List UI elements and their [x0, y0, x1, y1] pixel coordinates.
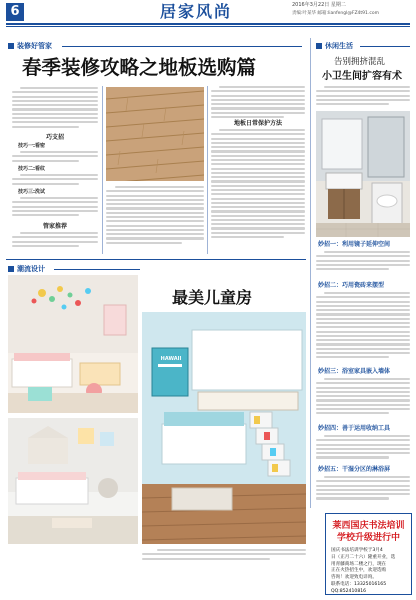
body-text-line [12, 245, 79, 247]
body-text-line [316, 395, 410, 397]
section-title: 居家风尚 [160, 2, 233, 21]
body-text-line [316, 90, 410, 92]
ad-body [331, 548, 408, 596]
ad-title-1: 莱西国庆书法培训 [332, 521, 405, 531]
body-text-line [106, 225, 204, 227]
masthead-rule-thin [6, 26, 410, 27]
life-tip-1: 妙招一：利用镜子延伸空间 [318, 241, 391, 248]
body-text-line [12, 160, 79, 162]
body-text-line [106, 207, 204, 209]
body-text-line [211, 202, 305, 204]
body-text-line [211, 198, 305, 200]
life-tip-3-body [316, 378, 410, 414]
life-headline-1: 告别拥挤混乱 [334, 57, 386, 67]
body-text-line [316, 301, 410, 303]
body-text-line [106, 220, 204, 222]
body-text-line [316, 264, 410, 266]
body-text-line [316, 326, 410, 328]
body-text-line [316, 309, 410, 311]
body-text-line [211, 90, 305, 92]
life-tip-3: 妙招三：浴室家具嵌入墙体 [318, 368, 391, 375]
wood-floor-photo [106, 87, 204, 181]
body-text-line [211, 185, 305, 187]
feature-column-1 [12, 87, 98, 128]
life-tip-2-body [316, 292, 410, 358]
body-text-line [12, 155, 98, 157]
body-text-line [324, 251, 410, 253]
body-text-line [12, 236, 98, 238]
life-intro [316, 86, 410, 105]
body-text-line [316, 489, 410, 491]
body-text-line [211, 180, 305, 182]
body-text-line [211, 193, 305, 195]
body-text-line [316, 268, 389, 270]
body-text-line [316, 387, 410, 389]
body-text-line [211, 189, 305, 191]
body-text-line [316, 335, 410, 337]
body-text-line [142, 558, 270, 560]
body-text-line [12, 214, 79, 216]
body-text-line [316, 343, 410, 345]
feature-subhead-3: 地板日常保护方法 [233, 120, 282, 127]
feature-section-line [62, 46, 302, 47]
kids-room-photo-3 [142, 312, 306, 544]
body-text-line [316, 260, 410, 262]
body-text-line [12, 113, 98, 115]
body-text-line [12, 117, 98, 119]
life-section-label-text: 休闲生活 [325, 42, 353, 50]
body-text-line [12, 241, 98, 243]
life-tip-2: 妙招二：巧用瓷砖来摆型 [318, 282, 385, 289]
body-text-line [316, 99, 410, 101]
ad-title-2: 学校升级进行中 [336, 533, 400, 543]
body-text-line [316, 296, 410, 298]
feature-subhead: 巧支招 [45, 134, 64, 141]
editor-line: 责编:叶某华 邮箱:lianfengl@FZ4t91.com [292, 11, 379, 16]
body-text-line [211, 155, 305, 157]
body-text-line [106, 229, 204, 231]
calligraphy-school-ad [325, 513, 412, 595]
body-text-line [106, 216, 204, 218]
body-text-line [211, 219, 305, 221]
body-text-line [12, 121, 98, 123]
bathroom-photo [316, 111, 410, 237]
ad-qq: QQ:852410816 [331, 588, 367, 594]
life-tip-5: 妙招五：干湿分区的淋浴屏 [318, 466, 391, 473]
section-square-icon [8, 43, 14, 49]
hawaii-poster-text: HAWAII [160, 356, 182, 362]
body-text-line [211, 223, 305, 225]
body-text-line [211, 146, 305, 148]
body-text-line [20, 151, 98, 153]
page-number: 6 [6, 3, 24, 21]
body-text-line [211, 159, 305, 161]
body-text-line [316, 382, 410, 384]
body-text-line [211, 163, 305, 165]
masthead [0, 0, 416, 24]
body-text-line [324, 86, 410, 88]
body-text-line [219, 129, 305, 131]
body-text-line [316, 356, 389, 358]
body-text-line [12, 206, 98, 208]
body-text-line [316, 255, 410, 257]
body-text-line [12, 178, 98, 180]
body-text-line [316, 448, 410, 450]
body-text-line [20, 174, 98, 176]
kids-section-label [8, 264, 45, 274]
body-text-line [316, 412, 389, 414]
feature-section-label [8, 41, 52, 51]
body-text-line [316, 313, 410, 315]
section-square-icon [316, 43, 322, 49]
body-text-line [316, 348, 410, 350]
body-text-line [316, 456, 389, 458]
body-text-line [106, 190, 204, 192]
feature-column-1c [12, 174, 98, 185]
body-text-line [316, 103, 389, 105]
body-text-line [211, 210, 305, 212]
kids-room-photo-2 [8, 418, 138, 544]
body-text-line [211, 116, 284, 118]
body-text-line [316, 318, 410, 320]
body-text-line [157, 549, 306, 551]
body-text-line [106, 203, 204, 205]
feature-item-3: 技巧三:洗试 [18, 189, 46, 195]
ad-body-line: 国庆书法培训学校于3月4 [331, 548, 383, 553]
body-text-line [20, 197, 98, 199]
body-text-line [211, 95, 305, 97]
body-text-line [316, 95, 410, 97]
body-text-line [211, 133, 305, 135]
body-text-line [316, 439, 410, 441]
body-text-line [316, 404, 410, 406]
kids-headline: 最美儿童房 [172, 288, 253, 307]
right-column-divider [310, 38, 311, 508]
kids-top-rule [6, 259, 306, 260]
ad-body-line: 咨询！欢迎致电详询。 [331, 575, 377, 581]
kids-section-label-text: 潮流设计 [17, 265, 45, 273]
body-text-line [211, 227, 305, 229]
body-text-line [20, 87, 98, 89]
body-text-line [12, 201, 98, 203]
feature-subhead-2: 管家推荐 [42, 223, 67, 230]
body-text-line [12, 108, 98, 110]
body-text-line [12, 126, 79, 128]
date-line: 2016年3月22日 星期二 [292, 2, 346, 8]
life-tip-1-body [316, 251, 410, 270]
life-section-label [316, 41, 353, 51]
body-text-line [106, 242, 182, 244]
body-text-line [316, 497, 389, 499]
ad-phone: 联系电话：13325016165 [331, 581, 387, 587]
body-text-line [142, 553, 306, 555]
ad-body-line: 用青藤商场二楼之行，现在 [331, 561, 387, 567]
feature-column-3b [211, 129, 305, 238]
body-text-line [211, 112, 305, 114]
body-text-line [316, 391, 410, 393]
body-text-line [211, 215, 305, 217]
body-text-line [316, 485, 410, 487]
feature-item-1: 技巧一:看密 [18, 143, 46, 149]
feature-headline: 春季装修攻略之地板选购篇 [22, 56, 257, 79]
body-text-line [12, 96, 98, 98]
body-text-line [324, 435, 410, 437]
feature-item-2: 技巧二:看纹 [18, 166, 46, 172]
body-text-line [316, 493, 410, 495]
body-text-line [316, 352, 410, 354]
kids-section-line [54, 269, 140, 270]
body-text-line [106, 212, 204, 214]
body-text-line [106, 195, 204, 197]
body-text-line [211, 206, 305, 208]
feature-column-1b [12, 151, 98, 162]
body-text-line [211, 176, 305, 178]
body-text-line [12, 91, 98, 93]
body-text-line [211, 172, 305, 174]
body-text-line [12, 183, 79, 185]
body-text-line [211, 236, 284, 238]
column-divider [102, 86, 103, 254]
kids-room-photo-1 [8, 275, 138, 413]
feature-column-3 [211, 86, 305, 118]
body-text-line [12, 100, 98, 102]
masthead-rule [6, 23, 410, 25]
section-square-icon [8, 266, 14, 272]
feature-column-1e [12, 232, 98, 247]
life-tip-4: 妙招四：善于运用收纳工具 [318, 425, 391, 432]
ad-body-line: 日（正月二十六）隆重开业，选 [331, 554, 396, 560]
body-text-line [316, 408, 410, 410]
feature-column-1d [12, 197, 98, 216]
life-tip-5-body [316, 476, 410, 500]
body-text-line [219, 86, 305, 88]
body-text-line [316, 480, 410, 482]
feature-column-2b [106, 186, 204, 244]
body-text-line [316, 322, 410, 324]
body-text-line [324, 292, 410, 294]
body-text-line [106, 237, 204, 239]
body-text-line [324, 378, 410, 380]
body-text-line [211, 142, 305, 144]
body-text-line [316, 444, 410, 446]
ad-body-line: 正在火热招生中，欢迎选购 [331, 568, 387, 574]
body-text-line [211, 103, 305, 105]
body-text-line [316, 399, 410, 401]
body-text-line [20, 232, 98, 234]
body-text-line [316, 339, 410, 341]
body-text-line [316, 331, 410, 333]
body-text-line [324, 476, 410, 478]
life-headline-2: 小卫生间扩容有术 [322, 71, 402, 82]
life-section-line [360, 46, 410, 47]
body-text-line [115, 186, 204, 188]
body-text-line [211, 150, 305, 152]
body-text-line [211, 168, 305, 170]
body-text-line [316, 305, 410, 307]
column-divider-2 [207, 86, 208, 254]
life-tip-4-body [316, 435, 410, 459]
body-text-line [316, 452, 410, 454]
body-text-line [211, 232, 305, 234]
body-text-line [211, 138, 305, 140]
body-text-line [211, 107, 305, 109]
kids-caption [142, 549, 306, 560]
body-text-line [211, 99, 305, 101]
feature-section-label-text: 装修好管家 [17, 42, 52, 50]
body-text-line [12, 104, 98, 106]
body-text-line [12, 210, 98, 212]
body-text-line [106, 199, 204, 201]
body-text-line [106, 233, 204, 235]
